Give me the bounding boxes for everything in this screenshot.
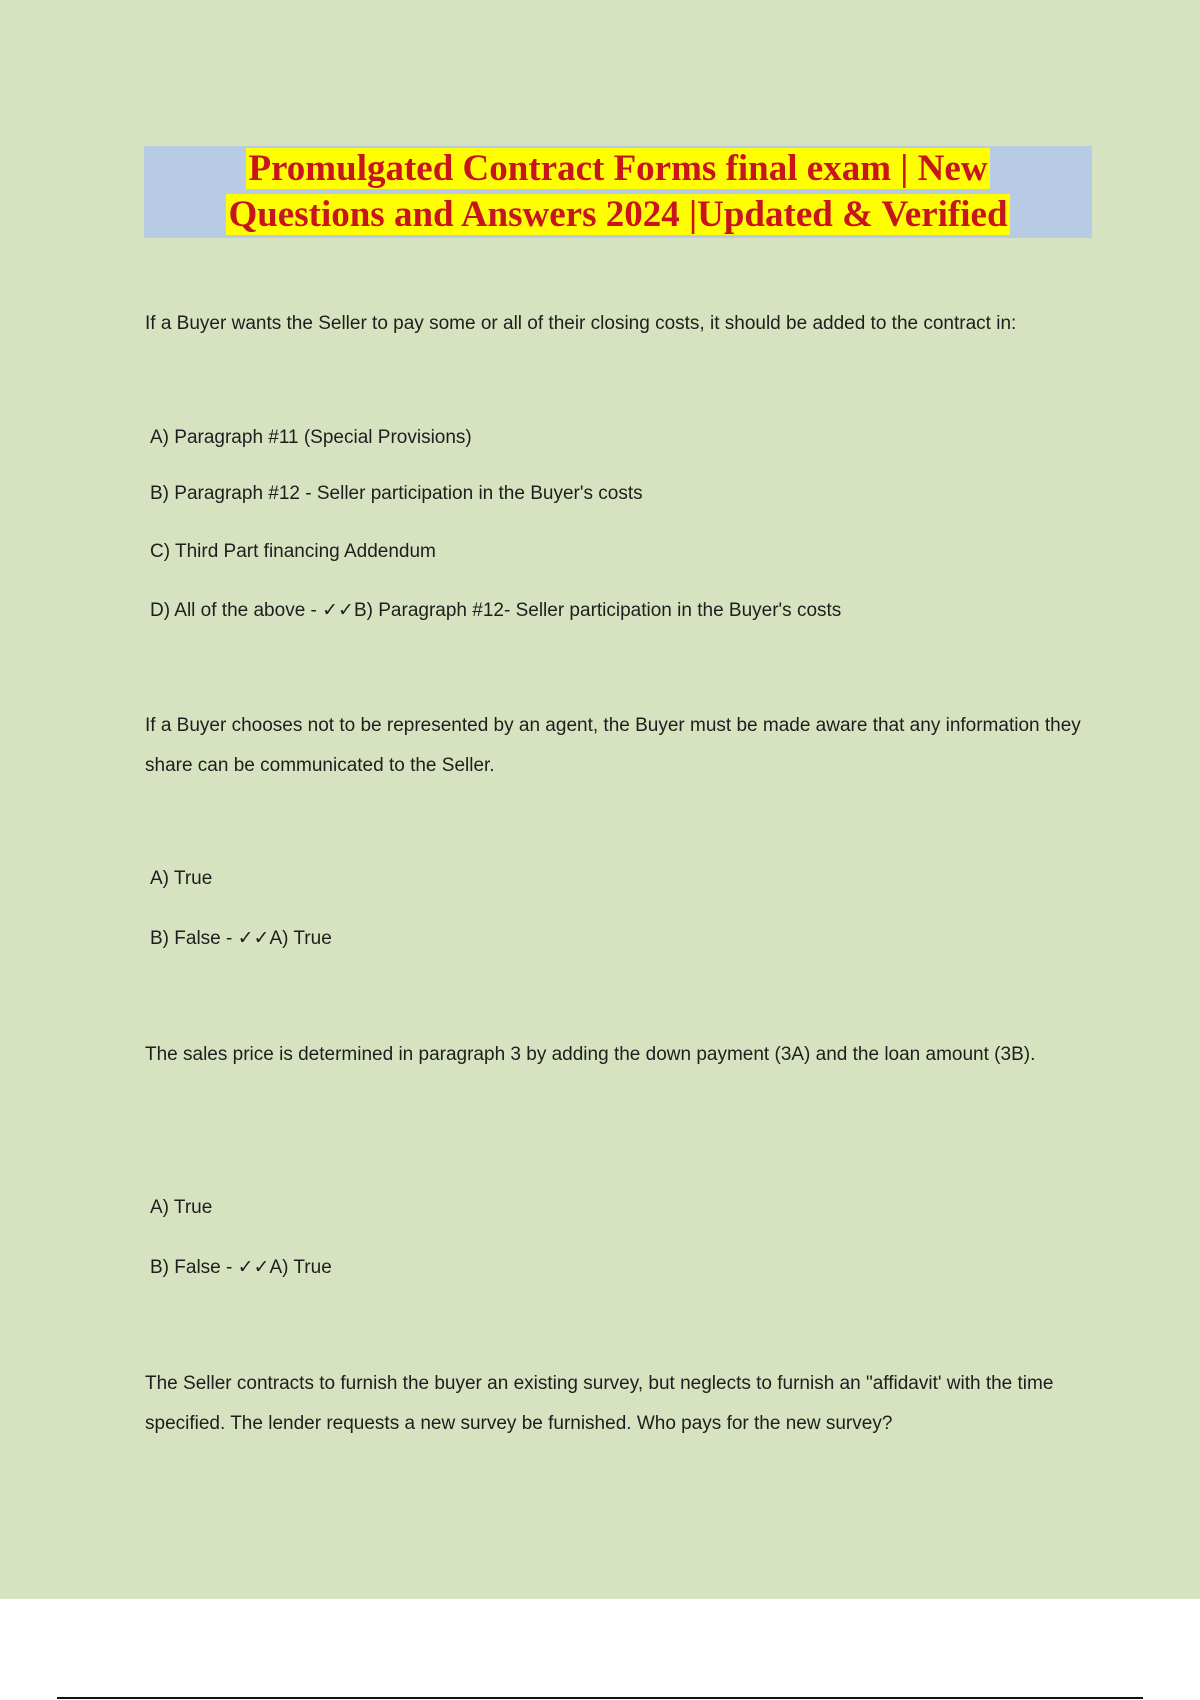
question-2-option-a: A) True bbox=[150, 868, 213, 889]
question-3-text: The sales price is determined in paragraph 3 by adding the down payment (3A) and the loan amount (3B). bbox=[145, 1044, 1036, 1065]
question-1-text: If a Buyer wants the Seller to pay some or all of their closing costs, it should be added to the contract in: bbox=[145, 313, 1017, 334]
question-3-option-b-answer: B) False - ✓✓A) True bbox=[150, 1257, 332, 1278]
footer-divider bbox=[57, 1697, 1143, 1699]
document-title bbox=[144, 146, 1092, 238]
question-1-option-b: B) Paragraph #12 - Seller participation in the Buyer's costs bbox=[150, 483, 643, 504]
question-1-option-c: C) Third Part financing Addendum bbox=[150, 541, 436, 562]
question-2-text: If a Buyer chooses not to be represented by an agent, the Buyer must be made aware that any information they share can be communicated to the Seller. bbox=[145, 715, 1081, 776]
question-1-option-d-answer: D) All of the above - ✓✓B) Paragraph #12- Seller participation in the Buyer's costs bbox=[150, 600, 842, 621]
question-2-option-b-answer: B) False - ✓✓A) True bbox=[150, 928, 332, 949]
title-line-1: Promulgated Contract Forms final exam | New bbox=[248, 148, 988, 189]
title-line-2: Questions and Answers 2024 |Updated & Verified bbox=[228, 194, 1008, 235]
question-3-option-a: A) True bbox=[150, 1197, 213, 1218]
question-1-option-a: A) Paragraph #11 (Special Provisions) bbox=[150, 427, 472, 448]
question-4-text: The Seller contracts to furnish the buyer an existing survey, but neglects to furnish an "affidavit' with the time specified. The lender requests a new survey be furnished. Who pays for the new survey? bbox=[145, 1373, 1054, 1434]
